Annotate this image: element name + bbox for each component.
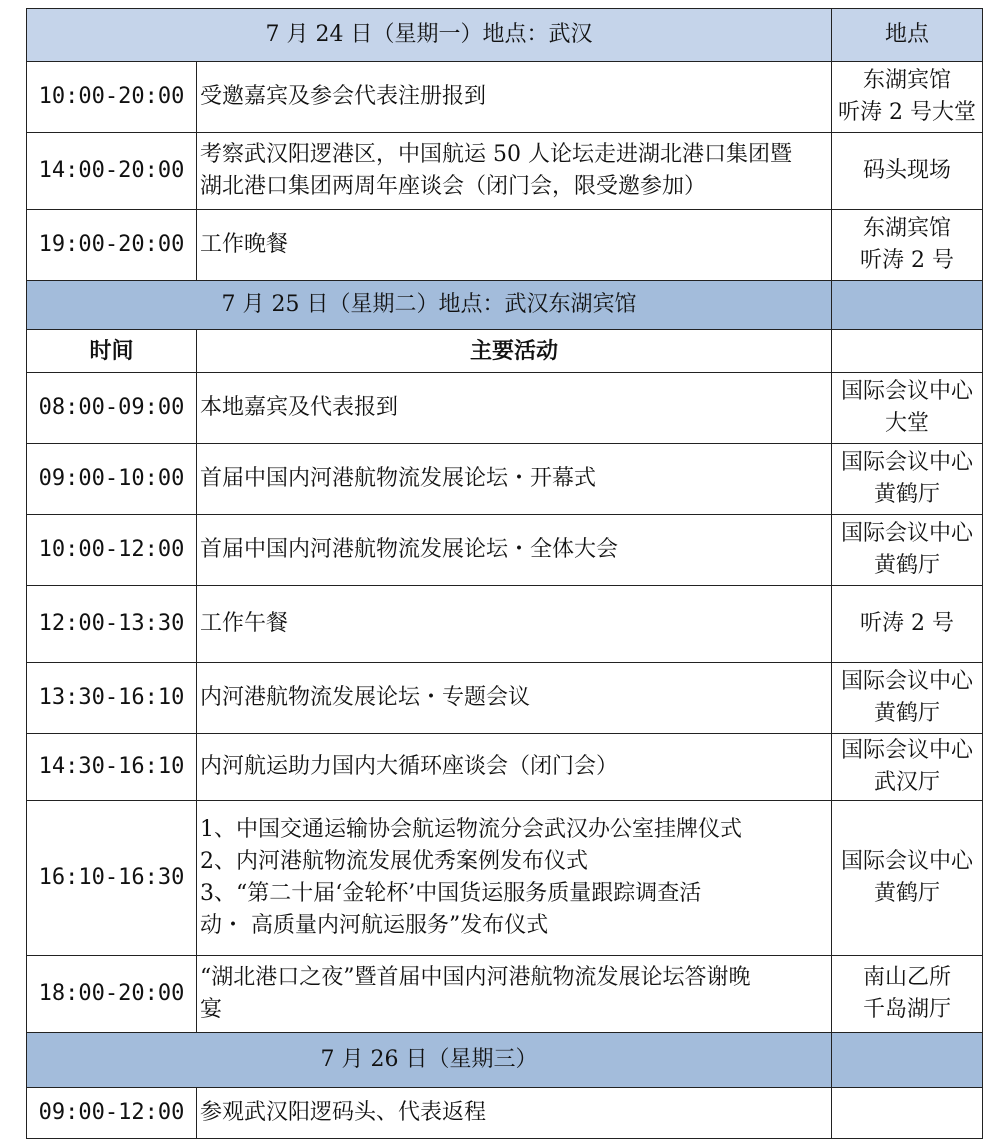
location-line: 国际会议中心 — [841, 669, 974, 694]
location-cell — [832, 663, 983, 734]
activity-line: 内河航运助力国内大循环座谈会（闭门会） — [200, 754, 619, 779]
activity-cell — [197, 515, 832, 586]
time-cell: 14:30-16:10 — [27, 734, 197, 801]
location-header — [832, 1033, 983, 1088]
table-row — [27, 801, 983, 956]
activity-cell — [197, 373, 832, 444]
time-cell: 09:00-10:00 — [27, 444, 197, 515]
location-cell — [832, 586, 983, 663]
activity-line: “湖北港口之夜”暨首届中国内河港航物流发展论坛答谢晚 — [200, 965, 751, 990]
location-line: 听涛 2 号大堂 — [838, 100, 976, 125]
activity-line: 工作午餐 — [200, 611, 289, 636]
activity-cell — [197, 210, 832, 281]
location-cell — [832, 133, 983, 210]
location-line: 东湖宾馆 — [863, 68, 952, 93]
time-cell: 16:10-16:30 — [27, 801, 197, 956]
location-line: 国际会议中心 — [841, 379, 974, 404]
location-cell — [832, 734, 983, 801]
time-cell: 10:00-20:00 — [27, 62, 197, 133]
day-header-row — [27, 1033, 983, 1088]
table-row — [27, 956, 983, 1033]
table-row — [27, 1088, 983, 1139]
location-header — [832, 281, 983, 330]
location-line: 东湖宾馆 — [863, 216, 952, 241]
activity-line: 内河港航物流发展论坛・专题会议 — [200, 685, 531, 710]
time-cell: 19:00-20:00 — [27, 210, 197, 281]
location-cell — [832, 1088, 983, 1139]
activity-line: 首届中国内河港航物流发展论坛・开幕式 — [200, 466, 597, 491]
activity-cell — [197, 133, 832, 210]
activity-line: 工作晚餐 — [200, 232, 289, 257]
table-row — [27, 133, 983, 210]
location-line: 大堂 — [885, 411, 930, 436]
time-cell: 13:30-16:10 — [27, 663, 197, 734]
location-line: 国际会议中心 — [841, 450, 974, 475]
activity-cell — [197, 663, 832, 734]
location-cell — [832, 801, 983, 956]
location-cell — [832, 956, 983, 1033]
schedule-table — [26, 8, 983, 1139]
activity-line: 动・ 高质量内河航运服务”发布仪式 — [200, 913, 549, 938]
activity-line: 宴 — [200, 997, 223, 1022]
time-cell: 10:00-12:00 — [27, 515, 197, 586]
location-cell — [832, 373, 983, 444]
column-header-row — [27, 330, 983, 373]
time-cell: 18:00-20:00 — [27, 956, 197, 1033]
activity-line: 首届中国内河港航物流发展论坛・全体大会 — [200, 537, 619, 562]
activity-line: 本地嘉宾及代表报到 — [200, 395, 399, 420]
location-line: 码头现场 — [863, 158, 952, 183]
table-row — [27, 210, 983, 281]
col-activity-header: 主要活动 — [197, 330, 832, 373]
activity-cell — [197, 734, 832, 801]
table-row — [27, 586, 983, 663]
activity-cell — [197, 801, 832, 956]
time-cell: 14:00-20:00 — [27, 133, 197, 210]
location-line: 黄鹤厅 — [874, 482, 941, 507]
location-line: 听涛 2 号 — [860, 248, 954, 273]
location-line: 国际会议中心 — [841, 849, 974, 874]
col-location-header — [832, 330, 983, 373]
table-row — [27, 515, 983, 586]
location-line: 黄鹤厅 — [874, 553, 941, 578]
activity-line: 3、“第二十届‘金轮杯’中国货运服务质量跟踪调查活 — [200, 881, 702, 906]
table-row — [27, 62, 983, 133]
day-header: 7 月 24 日（星期一）地点：武汉 — [27, 9, 832, 62]
activity-line: 受邀嘉宾及参会代表注册报到 — [200, 84, 487, 109]
location-cell — [832, 210, 983, 281]
location-line: 听涛 2 号 — [860, 611, 954, 636]
time-cell: 09:00-12:00 — [27, 1088, 197, 1139]
day-header: 7 月 25 日（星期二）地点：武汉东湖宾馆 — [27, 281, 832, 330]
activity-cell — [197, 956, 832, 1033]
location-line: 国际会议中心 — [841, 738, 974, 763]
activity-cell — [197, 444, 832, 515]
location-line: 南山乙所 — [863, 965, 952, 990]
location-line: 国际会议中心 — [841, 521, 974, 546]
table-row — [27, 444, 983, 515]
day-header-row — [27, 9, 983, 62]
table-row — [27, 373, 983, 444]
location-cell — [832, 444, 983, 515]
schedule-body — [27, 9, 983, 1139]
activity-line: 2、内河港航物流发展优秀案例发布仪式 — [200, 849, 588, 874]
table-row — [27, 663, 983, 734]
activity-line: 考察武汉阳逻港区，中国航运 50 人论坛走进湖北港口集团暨 — [200, 142, 792, 167]
activity-line: 1、中国交通运输协会航运物流分会武汉办公室挂牌仪式 — [200, 817, 742, 842]
day-header: 7 月 26 日（星期三） — [27, 1033, 832, 1088]
location-cell — [832, 62, 983, 133]
location-line: 黄鹤厅 — [874, 701, 941, 726]
table-row — [27, 734, 983, 801]
location-line: 武汉厅 — [874, 770, 941, 795]
col-time-header: 时间 — [27, 330, 197, 373]
activity-cell — [197, 1088, 832, 1139]
time-cell: 12:00-13:30 — [27, 586, 197, 663]
activity-cell — [197, 62, 832, 133]
activity-line: 湖北港口集团两周年座谈会（闭门会，限受邀参加） — [200, 174, 707, 199]
location-header: 地点 — [832, 9, 983, 62]
day-header-row — [27, 281, 983, 330]
location-cell — [832, 515, 983, 586]
location-line: 黄鹤厅 — [874, 881, 941, 906]
activity-cell — [197, 586, 832, 663]
time-cell: 08:00-09:00 — [27, 373, 197, 444]
activity-line: 参观武汉阳逻码头、代表返程 — [200, 1100, 487, 1125]
location-line: 千岛湖厅 — [863, 997, 952, 1022]
